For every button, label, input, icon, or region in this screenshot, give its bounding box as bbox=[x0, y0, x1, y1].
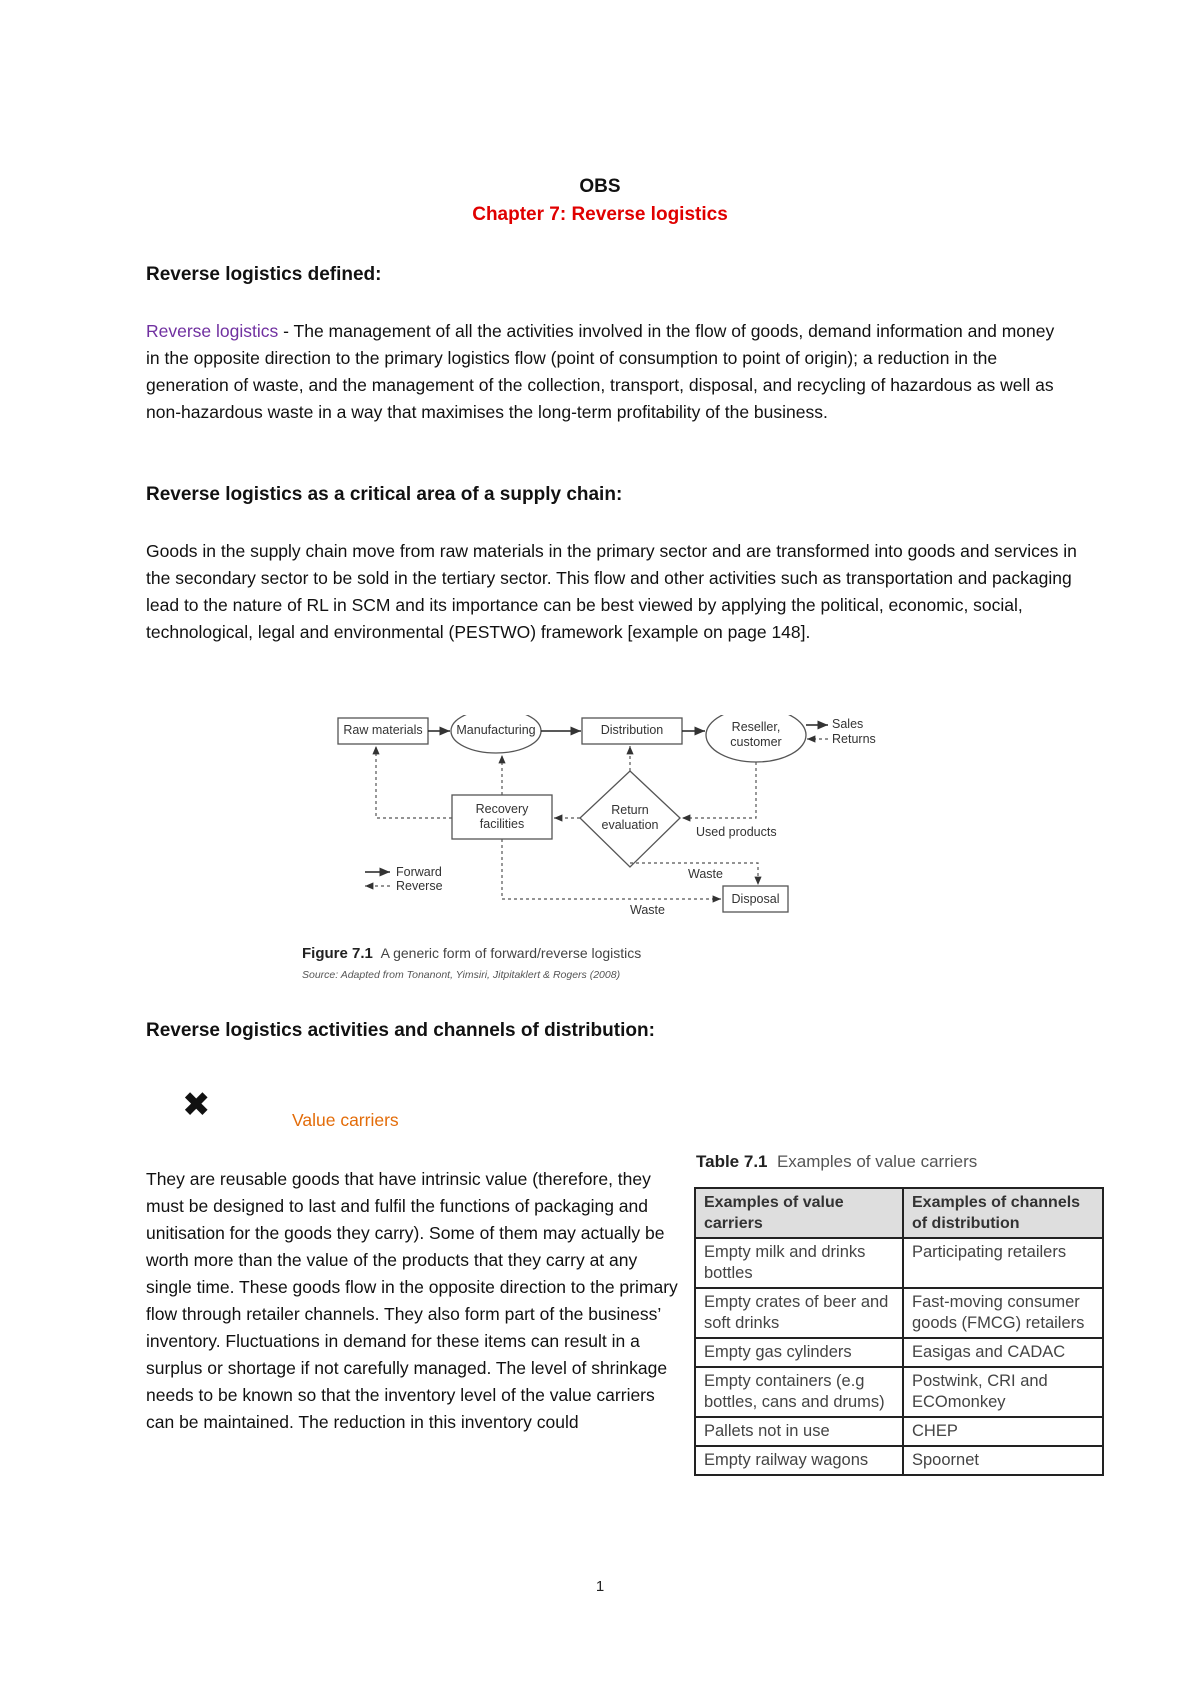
table-cell: Fast-moving consumer goods (FMCG) retailers bbox=[903, 1288, 1103, 1338]
table-cell: Empty crates of beer and soft drinks bbox=[695, 1288, 903, 1338]
node-reseller-customer: Reseller, customer bbox=[730, 720, 782, 749]
section-heading-critical-area: Reverse logistics as a critical area of a supply chain: bbox=[146, 484, 623, 505]
label-sales: Sales bbox=[832, 717, 864, 731]
definition-text: - The management of all the activities involved in the flow of goods, demand information and money in the opposite direction to the primary logistics flow (point of consumption to point of origin); a reduction in the generation of waste, and the management of the collection, transport, disposal, and recycling of hazardous as well as non-hazardous waste in a way that maximises the long-term profitability of the business. bbox=[146, 321, 1055, 422]
table-cell: Empty milk and drinks bottles bbox=[695, 1238, 903, 1288]
page-number: 1 bbox=[595, 1578, 605, 1595]
node-disposal: Disposal bbox=[731, 892, 780, 906]
subheading-value-carriers: Value carriers bbox=[292, 1110, 399, 1130]
table-cell: Spoornet bbox=[903, 1446, 1103, 1475]
definition-paragraph bbox=[146, 318, 1066, 426]
table-row bbox=[695, 1238, 1103, 1288]
table-cell: Easigas and CADAC bbox=[903, 1338, 1103, 1367]
node-recovery-facilities: Recovery facilities bbox=[475, 802, 529, 831]
label-used-products: Used products bbox=[696, 825, 777, 839]
value-carriers-paragraph: They are reusable goods that have intrinsic value (therefore, they must be designed to last and fulfil the functions of packaging and unitisation for the goods they carry). Some of them may actually be worth more than the value of the products that they carry at any single time. These goods flow in the opposite direction to the primary flow through retailer channels. They also form part of the business’ inventory. Fluctuations in demand for these items can result in a surplus or shortage if not carefully managed. The level of shrinkage needs to be known so that the inventory level of the value carriers can be maintained. The reduction in this inventory could bbox=[146, 1169, 678, 1432]
table-cell: Empty containers (e.g bottles, cans and drums) bbox=[695, 1367, 903, 1417]
node-distribution: Distribution bbox=[600, 723, 664, 737]
figure-source: Source: Adapted from Tonanont, Yimsiri, Jitpitaklert & Rogers (2008) bbox=[302, 969, 621, 981]
definition-term: Reverse logistics bbox=[146, 321, 279, 341]
table-caption bbox=[696, 1152, 977, 1172]
table-header-row bbox=[695, 1188, 1103, 1238]
node-return-evaluation: Return evaluation bbox=[601, 803, 659, 832]
node-raw-materials: Raw materials bbox=[343, 723, 423, 737]
chapter-title: Chapter 7: Reverse logistics bbox=[472, 204, 728, 225]
table-cell: Empty railway wagons bbox=[695, 1446, 903, 1475]
critical-area-paragraph: Goods in the supply chain move from raw materials in the primary sector and are transformed into goods and services in the secondary sector to be sold in the tertiary sector. This flow and other activities such as transportation and packaging lead to the nature of RL in SCM and its importance can be best viewed by applying the political, economic, social, technological, legal and environmental (PESTWO) framework [example on page 148]. bbox=[146, 541, 1077, 642]
table-row bbox=[695, 1367, 1103, 1417]
x-bullet-icon: ✖ bbox=[182, 1086, 211, 1124]
figure-caption-label: Figure 7.1 bbox=[302, 945, 373, 962]
table-cell: Participating retailers bbox=[903, 1238, 1103, 1288]
label-waste-top: Waste bbox=[688, 867, 723, 881]
table-row bbox=[695, 1338, 1103, 1367]
label-returns: Returns bbox=[832, 732, 876, 746]
table-cell: Empty gas cylinders bbox=[695, 1338, 903, 1367]
figure-diagram bbox=[330, 715, 920, 930]
label-waste-bottom: Waste bbox=[630, 903, 665, 917]
document-title: OBS bbox=[579, 176, 621, 197]
section-heading-activities: Reverse logistics activities and channels of distribution: bbox=[146, 1020, 655, 1041]
legend-reverse: Reverse bbox=[396, 879, 443, 893]
table-caption-text: Examples of value carriers bbox=[776, 1152, 978, 1171]
table-header-cell: Examples of channels of distribution bbox=[903, 1188, 1103, 1238]
table-row bbox=[695, 1446, 1103, 1475]
table-row bbox=[695, 1288, 1103, 1338]
table-row bbox=[695, 1417, 1103, 1446]
value-carriers-table bbox=[694, 1187, 1104, 1476]
section-heading-defined: Reverse logistics defined: bbox=[146, 264, 382, 285]
table-cell: Postwink, CRI and ECOmonkey bbox=[903, 1367, 1103, 1417]
figure-caption bbox=[302, 945, 641, 962]
node-manufacturing: Manufacturing bbox=[456, 723, 536, 737]
legend-forward: Forward bbox=[396, 865, 442, 879]
figure-caption-text: A generic form of forward/reverse logistics bbox=[380, 945, 642, 961]
table-caption-label: Table 7.1 bbox=[696, 1152, 768, 1171]
table-cell: CHEP bbox=[903, 1417, 1103, 1446]
table-cell: Pallets not in use bbox=[695, 1417, 903, 1446]
table-header-cell: Examples of value carriers bbox=[695, 1188, 903, 1238]
